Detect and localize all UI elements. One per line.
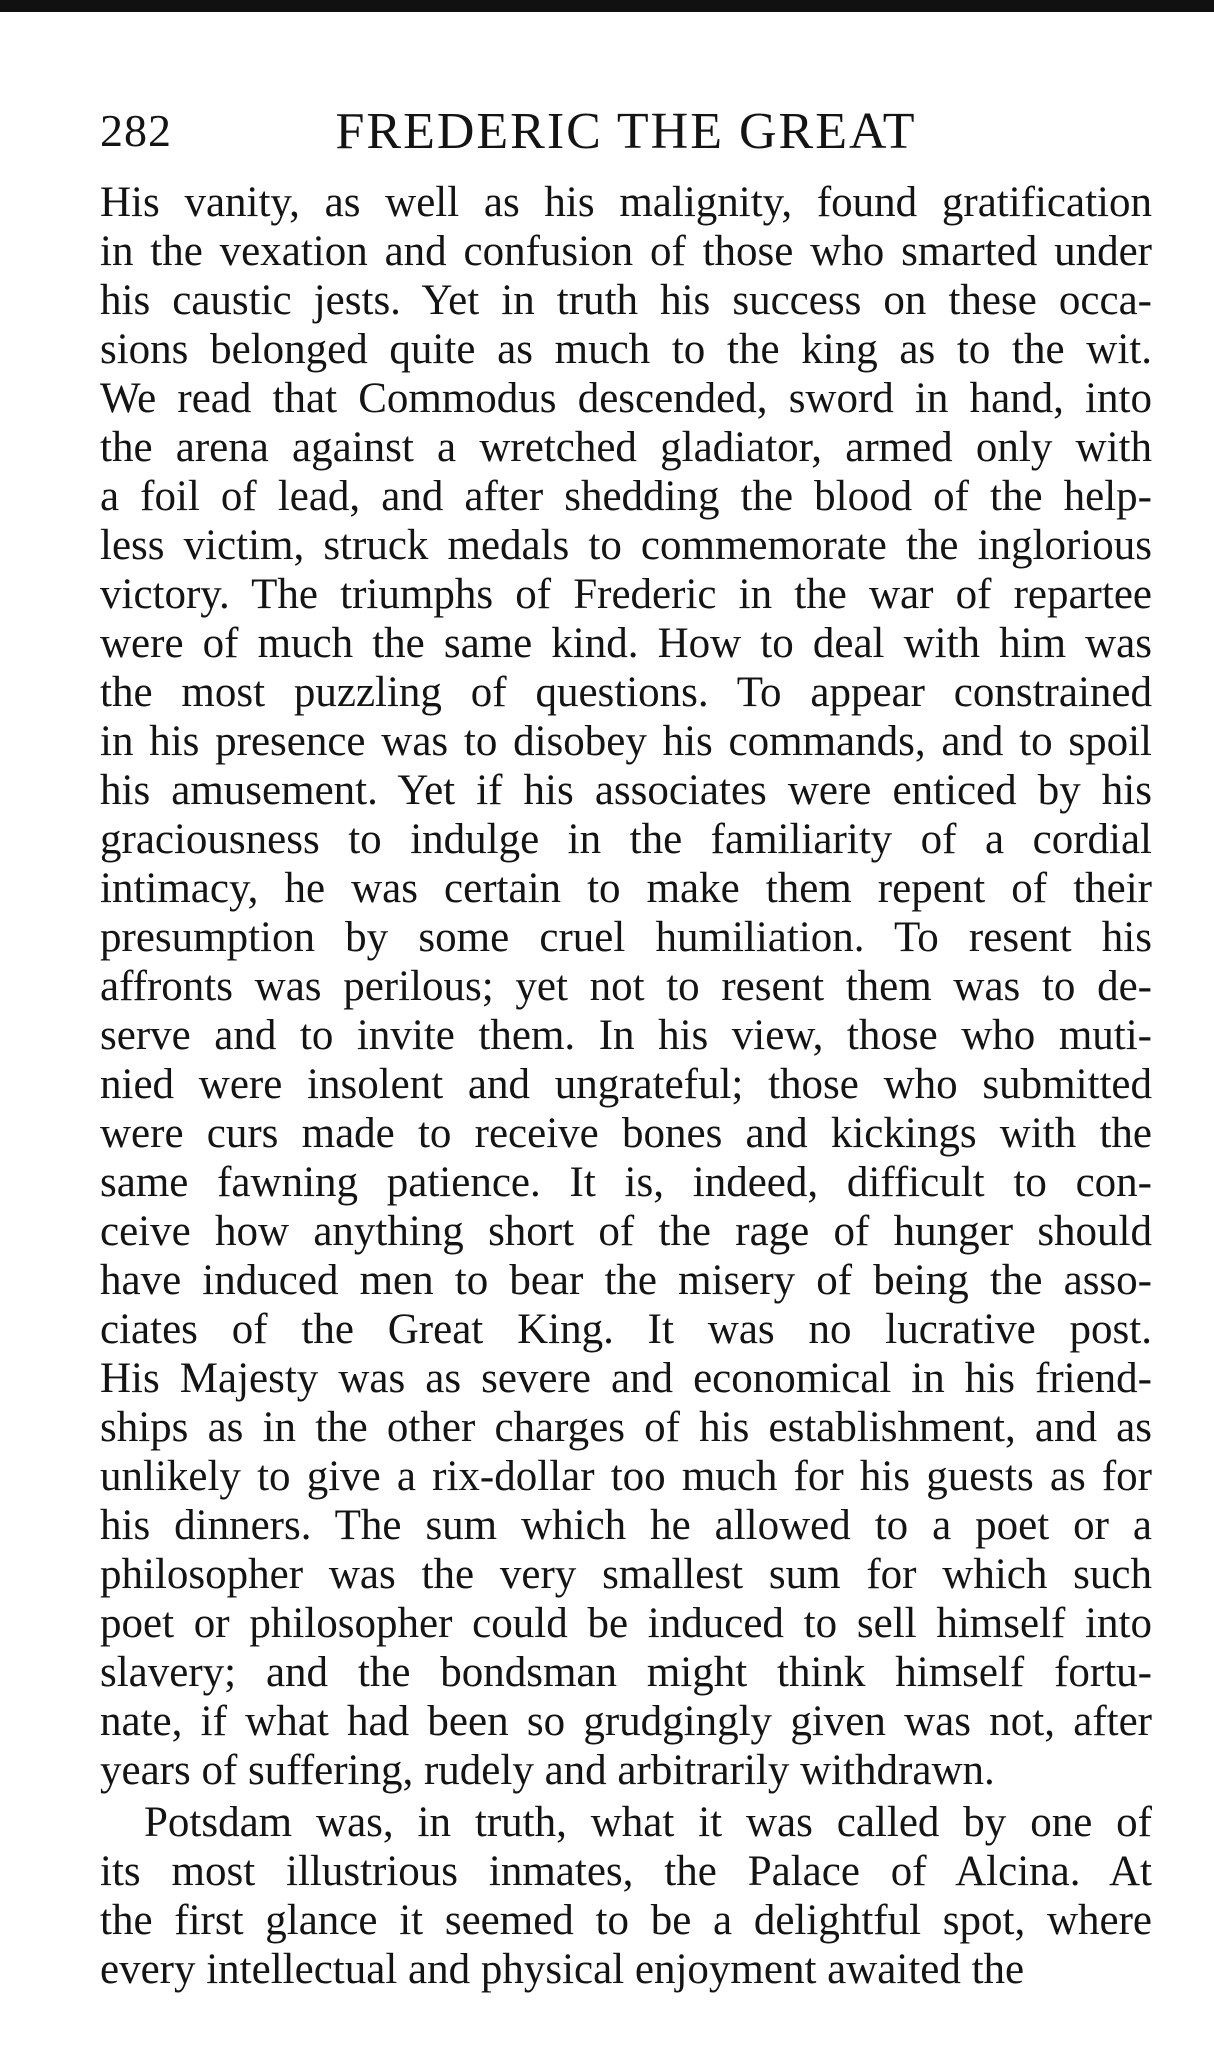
text-line: were curs made to receive bones and kickings with the <box>100 1110 1152 1157</box>
text-line: presumption by some cruel humiliation. To resent his <box>100 914 1152 961</box>
text-line: the first glance it seemed to be a delightful spot, where <box>100 1897 1152 1944</box>
running-title: FREDERIC THE GREAT <box>335 103 917 160</box>
text-line: affronts was perilous; yet not to resent them was to de- <box>100 963 1152 1010</box>
text-line: its most illustrious inmates, the Palace of Alcina. At <box>100 1848 1152 1895</box>
text-line: in his presence was to disobey his commands, and to spoil <box>100 718 1152 765</box>
text-line: the arena against a wretched gladiator, armed only with <box>100 424 1152 471</box>
text-line: His vanity, as well as his malignity, found gratification <box>100 179 1152 226</box>
page-number: 282 <box>100 105 172 156</box>
text-line: were of much the same kind. How to deal with him was <box>100 620 1152 667</box>
paragraph-1 <box>100 178 1152 1795</box>
text-line: years of suffering, rudely and arbitrarily withdrawn. <box>100 1747 995 1794</box>
text-line: nied were insolent and ungrateful; those who submitted <box>100 1061 1152 1108</box>
text-line: victory. The triumphs of Frederic in the war of repartee <box>100 571 1152 618</box>
text-line: graciousness to indulge in the familiarity of a cordial <box>100 816 1152 863</box>
text-line: serve and to invite them. In his view, those who muti- <box>100 1012 1152 1059</box>
text-line: ceive how anything short of the rage of hunger should <box>100 1208 1152 1255</box>
text-line: his amusement. Yet if his associates were enticed by his <box>100 767 1152 814</box>
text-line: less victim, struck medals to commemorate the inglorious <box>100 522 1152 569</box>
text-line: ciates of the Great King. It was no lucrative post. <box>100 1306 1152 1353</box>
text-line: intimacy, he was certain to make them repent of their <box>100 865 1152 912</box>
text-line: sions belonged quite as much to the king as to the wit. <box>100 326 1152 373</box>
text-line: same fawning patience. It is, indeed, difficult to con- <box>100 1159 1152 1206</box>
running-head <box>100 92 1152 172</box>
text-line: We read that Commodus descended, sword in hand, into <box>100 375 1152 422</box>
text-line: ships as in the other charges of his establishment, and as <box>100 1404 1152 1451</box>
text-line: his caustic jests. Yet in truth his success on these occa- <box>100 277 1152 324</box>
text-line: have induced men to bear the misery of being the asso- <box>100 1257 1152 1304</box>
text-line: poet or philosopher could be induced to sell himself into <box>100 1600 1152 1647</box>
book-page <box>100 92 1152 1994</box>
text-line: philosopher was the very smallest sum for which such <box>100 1551 1152 1598</box>
top-border-rule <box>0 0 1214 12</box>
paragraph-2 <box>100 1798 1152 1994</box>
text-line: every intellectual and physical enjoyment awaited the <box>100 1946 1025 1993</box>
text-line: unlikely to give a rix-dollar too much for his guests as for <box>100 1453 1152 1500</box>
text-line: the most puzzling of questions. To appear constrained <box>100 669 1152 716</box>
body-text <box>100 178 1152 1994</box>
text-line: a foil of lead, and after shedding the blood of the help- <box>100 473 1152 520</box>
text-line: in the vexation and confusion of those who smarted under <box>100 228 1152 275</box>
text-line: His Majesty was as severe and economical in his friend- <box>100 1355 1152 1402</box>
text-line: slavery; and the bondsman might think himself fortu- <box>100 1649 1152 1696</box>
text-line: his dinners. The sum which he allowed to a poet or a <box>100 1502 1152 1549</box>
text-line: nate, if what had been so grudgingly given was not, after <box>100 1698 1152 1745</box>
text-line: Potsdam was, in truth, what it was called by one of <box>144 1799 1152 1846</box>
